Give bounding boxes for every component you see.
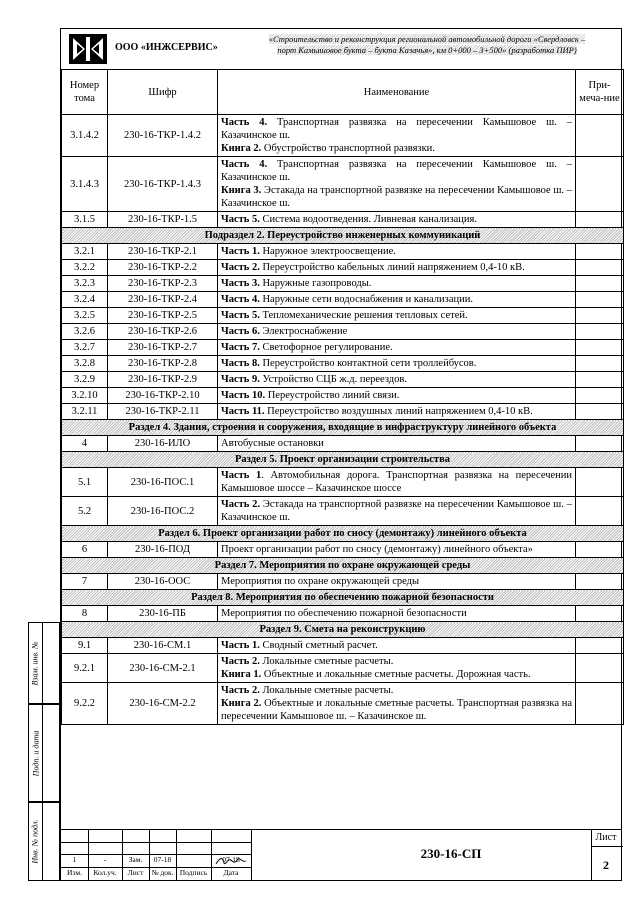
name-part-label: Часть 1. (221, 246, 260, 257)
name-line (221, 261, 572, 274)
volume-name (218, 497, 576, 526)
volume-note (576, 497, 624, 526)
volume-number: 7 (62, 574, 108, 590)
volume-number: 3.2.10 (62, 388, 108, 404)
name-line (221, 373, 572, 386)
volume-note (576, 260, 624, 276)
name-part-text: Тепломеханические решения тепловых сетей. (259, 310, 468, 321)
name-part-text: Объектные и локальные сметные расчеты. Дорожная часть. (261, 669, 531, 680)
volume-name (218, 324, 576, 340)
volume-number: 3.1.5 (62, 212, 108, 228)
name-line (221, 142, 572, 155)
volume-code: 230-16-СМ-2.1 (108, 654, 218, 683)
volume-number: 3.1.4.3 (62, 157, 108, 212)
table-row (62, 356, 624, 372)
name-line (221, 437, 572, 450)
sheet-number: 2 (603, 858, 609, 872)
volume-name (218, 308, 576, 324)
section-title: Раздел 4. Здания, строения и сооружения, входящие в инфраструктуру линейного объекта (62, 420, 624, 436)
volume-number: 3.2.6 (62, 324, 108, 340)
volume-number: 8 (62, 606, 108, 622)
volume-note (576, 436, 624, 452)
name-line (221, 697, 572, 723)
table-row (62, 542, 624, 558)
section-heading-row (62, 558, 624, 574)
volume-code: 230-16-ТКР-1.4.2 (108, 115, 218, 157)
name-line (221, 498, 572, 524)
name-part-label: Часть 2. (221, 685, 260, 696)
table-header-row (62, 70, 624, 115)
revision-cell: - (103, 855, 107, 864)
name-part-text: Переустройство воздушных линий напряжением 0,4-10 кВ. (264, 406, 533, 417)
table-row (62, 606, 624, 622)
table-row (62, 276, 624, 292)
name-line (221, 543, 572, 556)
name-part-label: Часть 1. (221, 640, 260, 651)
volume-name (218, 606, 576, 622)
volume-note (576, 115, 624, 157)
revision-cell: 07-18 (153, 855, 172, 864)
volume-name (218, 404, 576, 420)
volume-code: 230-16-СМ-2.2 (108, 683, 218, 725)
revision-cell: 07-18 (222, 855, 240, 864)
name-line (221, 655, 572, 668)
project-title (237, 34, 617, 56)
volume-note (576, 372, 624, 388)
side-stamp-vzam (28, 622, 60, 704)
volume-name (218, 244, 576, 260)
name-part-label: Часть 9. (221, 374, 260, 385)
name-part-label: Часть 2. (221, 262, 260, 273)
name-line (221, 213, 572, 226)
volume-note (576, 157, 624, 212)
volume-code: 230-16-СМ.1 (108, 638, 218, 654)
table-row (62, 468, 624, 497)
name-part-label: Часть 10. (221, 390, 266, 401)
table-row (62, 244, 624, 260)
name-part-text: Наружное электроосвещение. (259, 246, 396, 257)
name-line (221, 469, 572, 495)
volume-number: 3.2.3 (62, 276, 108, 292)
volume-name (218, 542, 576, 558)
name-part-text: Мероприятия по обеспечению пожарной безопасности (221, 608, 467, 619)
table-row (62, 340, 624, 356)
volume-code: 230-16-ПОС.2 (108, 497, 218, 526)
volume-number: 9.2.2 (62, 683, 108, 725)
section-heading-row (62, 526, 624, 542)
header-name: Наименование (218, 70, 576, 115)
name-part-label: Часть 6. (221, 326, 260, 337)
name-line (221, 309, 572, 322)
volume-note (576, 468, 624, 497)
name-line (221, 668, 572, 681)
contents-table (61, 69, 624, 725)
volume-note (576, 212, 624, 228)
revision-cell: Зам. (128, 855, 143, 864)
name-part-text: Эстакада на транспортной развязке на пересечении Камышовое ш. – Казачинское ш. (221, 499, 572, 523)
name-part-label: Часть 4. (221, 294, 260, 305)
name-part-text: Проект организации работ по сносу (демонтажу) линейного объекта» (221, 544, 533, 555)
project-title-line1: «Строительство и реконструкция региональной автомобильной дороги «Свердловск – (268, 34, 586, 44)
volume-note (576, 356, 624, 372)
section-heading-row (62, 590, 624, 606)
volume-name (218, 212, 576, 228)
volume-name (218, 260, 576, 276)
section-heading-row (62, 622, 624, 638)
volume-number: 3.2.1 (62, 244, 108, 260)
header-note: При-меча-ние (576, 70, 624, 115)
volume-note (576, 308, 624, 324)
volume-name (218, 372, 576, 388)
volume-code: 230-16-ТКР-2.6 (108, 324, 218, 340)
revision-column-label: Кол.уч. (93, 868, 117, 877)
volume-code: 230-16-ТКР-2.11 (108, 404, 218, 420)
name-line (221, 245, 572, 258)
volume-number: 9.1 (62, 638, 108, 654)
table-row (62, 372, 624, 388)
section-title: Раздел 5. Проект организации строительства (62, 452, 624, 468)
table-row (62, 404, 624, 420)
name-part-label: Часть 2. (221, 656, 260, 667)
name-part-text: Транспортная развязка на пересечении Камышовое ш. – Казачинское ш. (221, 117, 572, 141)
volume-code: 230-16-ТКР-2.9 (108, 372, 218, 388)
volume-name (218, 157, 576, 212)
table-row (62, 654, 624, 683)
volume-code: 230-16-ТКР-2.8 (108, 356, 218, 372)
name-part-text: Эстакада на транспортной развязке на пересечении Камышовое ш. – Казачинское ш. (221, 185, 572, 209)
name-part-label: Книга 3. (221, 185, 262, 196)
revision-column-label: Изм. (67, 868, 82, 877)
revision-column-label: № док. (151, 868, 174, 877)
volume-name (218, 115, 576, 157)
volume-code: 230-16-ТКР-2.2 (108, 260, 218, 276)
volume-code: 230-16-ПОД (108, 542, 218, 558)
name-part-text: . Автомобильная дорога. Транспортная развязка на пересечении Камышовое шоссе – Казачинское шоссе (221, 470, 573, 494)
name-line (221, 389, 572, 402)
table-body (62, 115, 624, 725)
name-part-text: Наружные сети водоснабжения и канализации. (259, 294, 473, 305)
volume-name (218, 356, 576, 372)
document-frame (60, 28, 622, 881)
volume-code: 230-16-ТКР-1.4.3 (108, 157, 218, 212)
revision-column-label: Дата (223, 868, 239, 877)
name-line (221, 575, 572, 588)
header-code: Шифр (108, 70, 218, 115)
name-part-text: Объектные и локальные сметные расчеты. Транспортная развязка на пересечении Камышовое ш. – Казачинское ш. (221, 698, 573, 722)
volume-code: 230-16-ТКР-2.3 (108, 276, 218, 292)
volume-code: 230-16-ТКР-2.4 (108, 292, 218, 308)
name-part-text: Наружные газопроводы. (259, 278, 372, 289)
volume-name (218, 388, 576, 404)
name-part-label: Часть 5. (221, 214, 260, 225)
section-title: Раздел 7. Мероприятия по охране окружающей среды (62, 558, 624, 574)
table-row (62, 292, 624, 308)
volume-number: 3.2.7 (62, 340, 108, 356)
name-part-label: Часть 11. (221, 406, 265, 417)
name-part-text: Устройство СЦБ ж.д. переездов. (259, 374, 407, 385)
volume-code: 230-16-ООС (108, 574, 218, 590)
name-line (221, 184, 572, 210)
section-title: Подраздел 2. Переустройство инженерных коммуникаций (62, 228, 624, 244)
sheet-label: Лист (595, 832, 617, 843)
stamp-label-vzam: Взам. инв. № (31, 640, 41, 686)
section-title: Раздел 8. Мероприятия по обеспечению пожарной безопасности (62, 590, 624, 606)
table-row (62, 308, 624, 324)
volume-code: 230-16-ТКР-1.5 (108, 212, 218, 228)
name-line (221, 277, 572, 290)
name-part-text: Локальные сметные расчеты. (259, 656, 394, 667)
name-line (221, 341, 572, 354)
stamp-label-inv: Инв. № подл. (31, 819, 41, 864)
name-part-label: Книга 2. (221, 698, 262, 709)
volume-code: 230-16-ТКР-2.7 (108, 340, 218, 356)
volume-number: 3.2.8 (62, 356, 108, 372)
volume-number: 9.2.1 (62, 654, 108, 683)
table-row (62, 497, 624, 526)
name-part-text: Обустройство транспортной развязки. (261, 143, 435, 154)
volume-number: 3.2.5 (62, 308, 108, 324)
volume-number: 3.2.4 (62, 292, 108, 308)
name-part-label: Часть 3. (221, 278, 260, 289)
name-part-label: Часть 4. (221, 117, 268, 128)
document-header (61, 29, 621, 70)
volume-code: 230-16-ИЛО (108, 436, 218, 452)
name-part-label: Часть 2. (221, 499, 261, 510)
volume-code: 230-16-ТКР-2.1 (108, 244, 218, 260)
name-line (221, 607, 572, 620)
title-block (61, 829, 621, 880)
company-logo-icon (69, 34, 107, 64)
table-row (62, 683, 624, 725)
table-row (62, 212, 624, 228)
volume-name (218, 654, 576, 683)
revision-column-label: Подпись (179, 868, 208, 877)
name-part-text: Светофорное регулирование. (259, 342, 393, 353)
name-part-label: Часть 5. (221, 310, 260, 321)
volume-number: 4 (62, 436, 108, 452)
volume-note (576, 606, 624, 622)
table-row (62, 157, 624, 212)
revision-column-label: Лист (127, 868, 144, 877)
section-heading-row (62, 228, 624, 244)
project-title-line2: порт Камышовое букта – букта Казачья», км 0+000 – 3+500» (разработка ПИР) (277, 45, 577, 55)
name-part-text: Локальные сметные расчеты. (259, 685, 394, 696)
revision-cell: 1 (72, 855, 77, 864)
name-line (221, 684, 572, 697)
volume-note (576, 683, 624, 725)
volume-note (576, 340, 624, 356)
section-heading-row (62, 452, 624, 468)
volume-name (218, 276, 576, 292)
name-part-label: Часть 8. (221, 358, 260, 369)
name-part-text: Электроснабжение (259, 326, 348, 337)
volume-number: 5.2 (62, 497, 108, 526)
volume-number: 3.1.4.2 (62, 115, 108, 157)
volume-number: 3.2.11 (62, 404, 108, 420)
volume-name (218, 638, 576, 654)
volume-name (218, 340, 576, 356)
table-row (62, 260, 624, 276)
volume-note (576, 324, 624, 340)
volume-note (576, 542, 624, 558)
volume-code: 230-16-ПОС.1 (108, 468, 218, 497)
table-row (62, 324, 624, 340)
volume-code: 230-16-ТКР-2.10 (108, 388, 218, 404)
stamp-label-podp: Подп. и дата (31, 730, 41, 776)
section-heading-row (62, 420, 624, 436)
volume-code: 230-16-ТКР-2.5 (108, 308, 218, 324)
name-part-text: Переустройство контактной сети троллейбусов. (259, 358, 477, 369)
name-part-label: Часть 1 (221, 470, 262, 481)
document-code: 230-16-СП (420, 846, 482, 861)
volume-number: 6 (62, 542, 108, 558)
volume-note (576, 574, 624, 590)
volume-note (576, 638, 624, 654)
name-part-text: Переустройство линий связи. (265, 390, 400, 401)
name-part-text: Переустройство кабельных линий напряжением 0,4-10 кВ. (259, 262, 525, 273)
volume-name (218, 436, 576, 452)
volume-number: 3.2.9 (62, 372, 108, 388)
name-line (221, 293, 572, 306)
volume-name (218, 468, 576, 497)
table-row (62, 574, 624, 590)
volume-name (218, 574, 576, 590)
name-line (221, 357, 572, 370)
side-stamp-inv (28, 802, 60, 881)
volume-number: 5.1 (62, 468, 108, 497)
table-row (62, 115, 624, 157)
table-row (62, 638, 624, 654)
name-part-label: Книга 2. (221, 143, 262, 154)
company-name: ООО «ИНЖСЕРВИС» (115, 42, 218, 53)
name-part-label: Часть 4. (221, 159, 268, 170)
side-stamp-podp (28, 704, 60, 802)
table-row (62, 388, 624, 404)
name-line (221, 325, 572, 338)
name-line (221, 639, 572, 652)
name-line (221, 116, 572, 142)
name-line (221, 405, 572, 418)
volume-note (576, 244, 624, 260)
name-part-label: Часть 7. (221, 342, 260, 353)
name-part-label: Книга 1. (221, 669, 262, 680)
signature-icon (214, 855, 248, 867)
name-line (221, 158, 572, 184)
volume-note (576, 654, 624, 683)
header-volume-number: Номер тома (62, 70, 108, 115)
volume-note (576, 388, 624, 404)
table-row (62, 436, 624, 452)
section-title: Раздел 6. Проект организации работ по сносу (демонтажу) линейного объекта (62, 526, 624, 542)
volume-name (218, 292, 576, 308)
name-part-text: Система водоотведения. Ливневая канализация. (259, 214, 477, 225)
volume-note (576, 276, 624, 292)
volume-number: 3.2.2 (62, 260, 108, 276)
volume-code: 230-16-ПБ (108, 606, 218, 622)
volume-name (218, 683, 576, 725)
volume-note (576, 292, 624, 308)
name-part-text: Мероприятия по охране окружающей среды (221, 576, 420, 587)
name-part-text: Автобусные остановки (221, 438, 324, 449)
name-part-text: Транспортная развязка на пересечении Камышовое ш. – Казачинское ш. (221, 159, 572, 183)
name-part-text: Сводный сметный расчет. (259, 640, 378, 651)
section-title: Раздел 9. Смета на реконструкцию (62, 622, 624, 638)
volume-note (576, 404, 624, 420)
